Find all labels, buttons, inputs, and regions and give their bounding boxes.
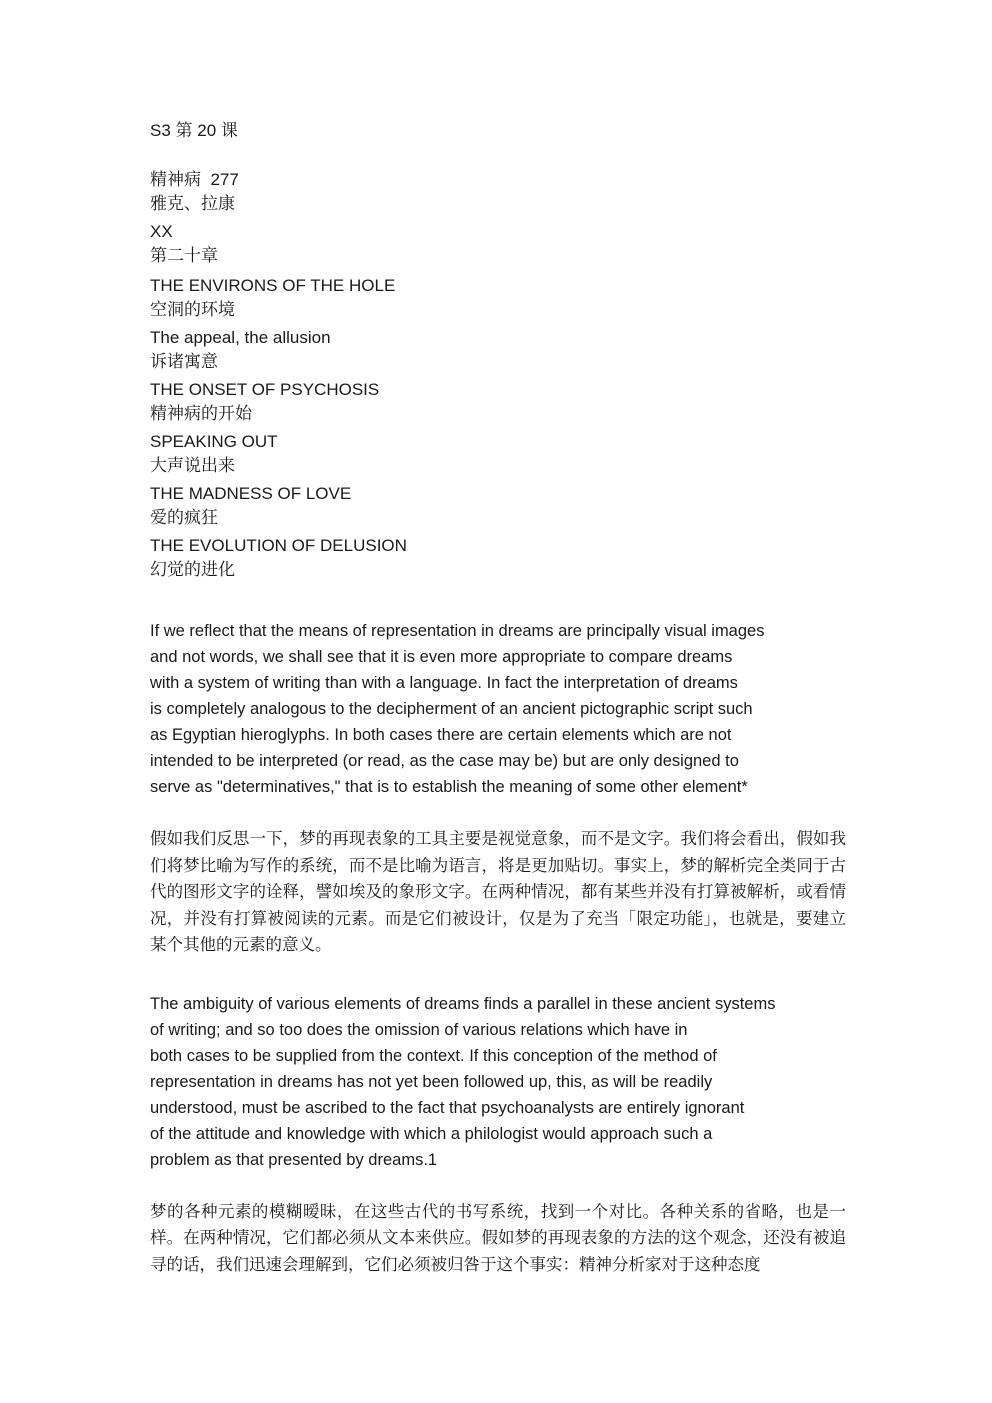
toc-item-en: THE EVOLUTION OF DELUSION — [150, 536, 407, 555]
toc-item-zh: 幻觉的进化 — [150, 560, 235, 579]
toc-item — [150, 326, 850, 374]
toc-item-en: The appeal, the allusion — [150, 328, 331, 347]
toc-item-zh: 爱的疯狂 — [150, 508, 218, 527]
toc-item-en: THE ENVIRONS OF THE HOLE — [150, 276, 396, 295]
toc-item-zh: 精神病的开始 — [150, 404, 252, 423]
toc-item-en: SPEAKING OUT — [150, 432, 278, 451]
toc-item — [150, 430, 850, 478]
toc-item-en: THE MADNESS OF LOVE — [150, 484, 352, 503]
toc-item — [150, 378, 850, 426]
book-title-page: 精神病 277 — [150, 170, 239, 189]
chapter-zh: 第二十章 — [150, 246, 218, 265]
toc-item-zh: 诉诸寓意 — [150, 352, 218, 371]
document-page — [150, 118, 850, 1278]
paragraph-en-2: The ambiguity of various elements of dreams finds a parallel in these ancient systems of writing; and so too does the omission of various relations which have in both cases to be supplied from the context. If this conception of the method of representation in dreams has not yet been followed up, this, as will be readily understood, must be ascribed to the fact that psychoanalysts are entirely ignorant of the attitude and knowledge with which a philologist would approach such a problem as that presented by dreams.1 — [150, 994, 776, 1169]
chapter-roman: XX — [150, 222, 173, 241]
paragraph-en-1: If we reflect that the means of representation in dreams are principally visual images and not words, we shall see that it is even more appropriate to compare dreams with a system of writing than with a language. In fact the interpretation of dreams is completely analogous to the decipherment of an ancient pictographic script such as Egyptian hieroglyphs. In both cases there are certain elements which are not intended to be interpreted (or read, as the case may be) but are only designed to serve as "determinatives," that is to establish the meaning of some other element* — [150, 622, 765, 796]
paragraph-zh-1: 假如我们反思一下，梦的再现表象的工具主要是视觉意象，而不是文字。我们将会看出，假如我们将梦比喻为写作的系统，而不是比喻为语言，将是更加贴切。事实上，梦的解析完全类同于古代的图形文字的诠释，譬如埃及的象形文字。在两种情况，都有某些并没有打算被解析，或看情况，并没有打算被阅读的元素。而是它们被设计，仅是为了充当「限定功能」，也就是，要建立某个其他的元素的意义。 — [150, 830, 846, 954]
paragraph-zh-2: 梦的各种元素的模糊暧昧，在这些古代的书写系统，找到一个对比。各种关系的省略，也是一样。在两种情况，它们都必须从文本来供应。假如梦的再现表象的方法的这个观念，还没有被追寻的话，我们迅速会理解到，它们必须被归咎于这个事实：精神分析家对于这种态度 — [150, 1202, 846, 1274]
lesson-title: S3 第 20 课 — [150, 121, 238, 140]
toc-item-en: THE ONSET OF PSYCHOSIS — [150, 380, 380, 399]
toc-item-zh: 大声说出来 — [150, 456, 235, 475]
table-of-contents — [150, 274, 850, 582]
author-name: 雅克、拉康 — [150, 194, 235, 213]
toc-item-zh: 空洞的环境 — [150, 300, 235, 319]
toc-item — [150, 534, 850, 582]
toc-item — [150, 274, 850, 322]
toc-item — [150, 482, 850, 530]
